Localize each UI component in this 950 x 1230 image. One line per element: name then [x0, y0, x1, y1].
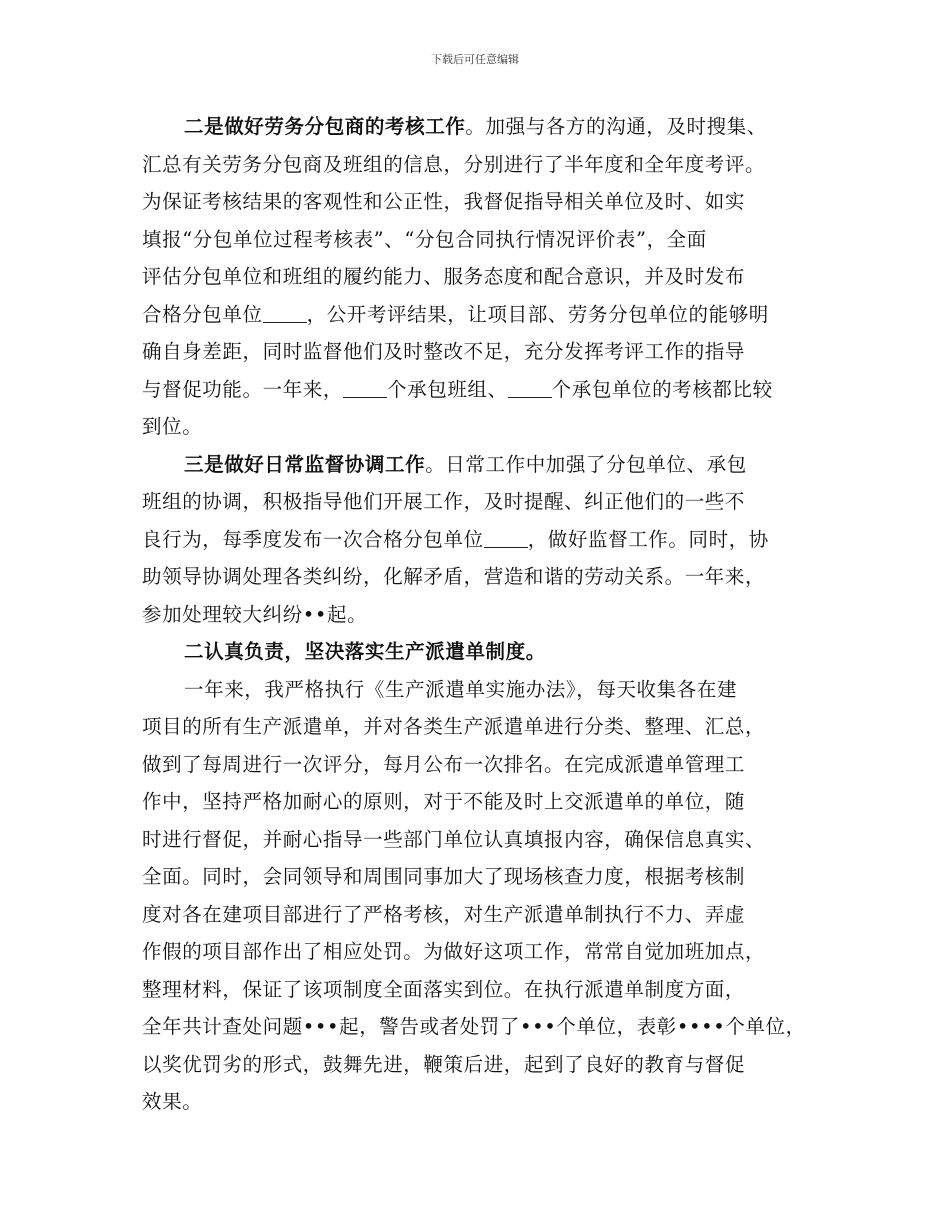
line-text: 时进行督促，并耐心指导一些部门单位认真填报内容，确保信息真实、 [142, 827, 766, 851]
line-text: 全面。同时，会同领导和周围同事加大了现场核查力度，根据考核制 [142, 865, 746, 888]
text-line [142, 296, 812, 334]
blank-underline [484, 529, 528, 548]
blank-underline [508, 379, 552, 398]
line-text: 效果。 [142, 1090, 203, 1113]
text-line [142, 746, 812, 784]
text-line [142, 633, 812, 671]
text-line [142, 896, 812, 934]
text-line [142, 1008, 812, 1046]
line-text: 一年来，我严格执行《生产派遣单实施办法》，每天收集各在建 [184, 677, 738, 701]
line-text: 作假的项目部作出了相应处罚。为做好这项工作，常常自觉加班加点， [142, 940, 766, 963]
line-text: 班组的协调，积极指导他们开展工作，及时提醒、纠正他们的一些不 [142, 490, 746, 513]
text-line [142, 146, 812, 184]
line-text: 到位。 [142, 415, 203, 438]
line-text: 助领导协调处理各类纠纷，化解矛盾，营造和谐的劳动关系。一年来， [142, 565, 766, 588]
document-body [142, 108, 812, 1121]
text-line [142, 783, 812, 821]
line-text: 良行为，每季度发布一次合格分包单位 ，做好监督工作。同时，协 [142, 527, 769, 551]
blank-underline [343, 379, 387, 398]
blank-underline [263, 304, 307, 323]
text-line [142, 821, 812, 859]
text-line [142, 971, 812, 1009]
line-text: 填报“分包单位过程考核表”、“分包合同执行情况评价表”，全面 [142, 227, 707, 251]
text-line [142, 596, 812, 634]
text-line [142, 558, 812, 596]
text-line [142, 108, 812, 146]
text-line [142, 1046, 812, 1084]
text-line [142, 933, 812, 971]
text-line [142, 708, 812, 746]
line-text: 确自身差距，同时监督他们及时整改不足，充分发挥考评工作的指导 [142, 340, 746, 363]
text-line [142, 521, 812, 559]
text-line [142, 446, 812, 484]
text-line [142, 183, 812, 221]
text-line [142, 483, 812, 521]
bold-heading: 二认真负责，坚决落实生产派遣单制度。 [184, 640, 546, 663]
line-text: 做到了每周进行一次评分，每月公布一次排名。在完成派遣单管理工 [142, 752, 746, 776]
text-line [142, 858, 812, 896]
line-text: 。日常工作中加强了分包单位、承包 [425, 452, 747, 476]
bold-heading: 二是做好劳务分包商的考核工作 [184, 115, 466, 138]
text-line [142, 408, 812, 446]
line-text: 度对各在建项目部进行了严格考核，对生产派遣单制执行不力、弄虚 [142, 902, 746, 926]
line-text: 作中，坚持严格加耐心的原则，对于不能及时上交派遣单的单位，随 [142, 790, 746, 813]
line-text: 以奖优罚劣的形式，鼓舞先进，鞭策后进，起到了良好的教育与督促 [142, 1052, 746, 1076]
line-text: 与督促功能。一年来， 个承包班组、 个承包单位的考核都比较 [142, 377, 773, 401]
text-line [142, 333, 812, 371]
line-text: 合格分包单位 ，公开考评结果，让项目部、劳务分包单位的能够明 [142, 302, 769, 326]
line-text: 参加处理较大纠纷••起。 [142, 602, 368, 626]
line-text: 。加强与各方的沟通，及时搜集、 [465, 115, 767, 138]
line-text: 为保证考核结果的客观性和公正性，我督促指导相关单位及时、如实 [142, 190, 746, 213]
line-text: 整理材料，保证了该项制度全面落实到位。在执行派遣单制度方面， [142, 977, 746, 1001]
bold-heading: 三是做好日常监督协调工作 [184, 452, 426, 476]
line-text: 项目的所有生产派遣单，并对各类生产派遣单进行分类、整理、汇总， [142, 715, 766, 738]
line-text: 全年共计查处问题•••起，警告或者处罚了•••个单位，表彰••••个单位， [142, 1015, 806, 1038]
line-text: 评估分包单位和班组的履约能力、服务态度和配合意识，并及时发布 [142, 265, 746, 288]
text-line [142, 671, 812, 709]
text-line [142, 371, 812, 409]
text-line [142, 1083, 812, 1121]
line-text: 汇总有关劳务分包商及班组的信息，分别进行了半年度和全年度考评。 [142, 152, 766, 176]
text-line [142, 258, 812, 296]
page-header: 下载后可任意编辑 [431, 53, 519, 66]
text-line [142, 221, 812, 259]
